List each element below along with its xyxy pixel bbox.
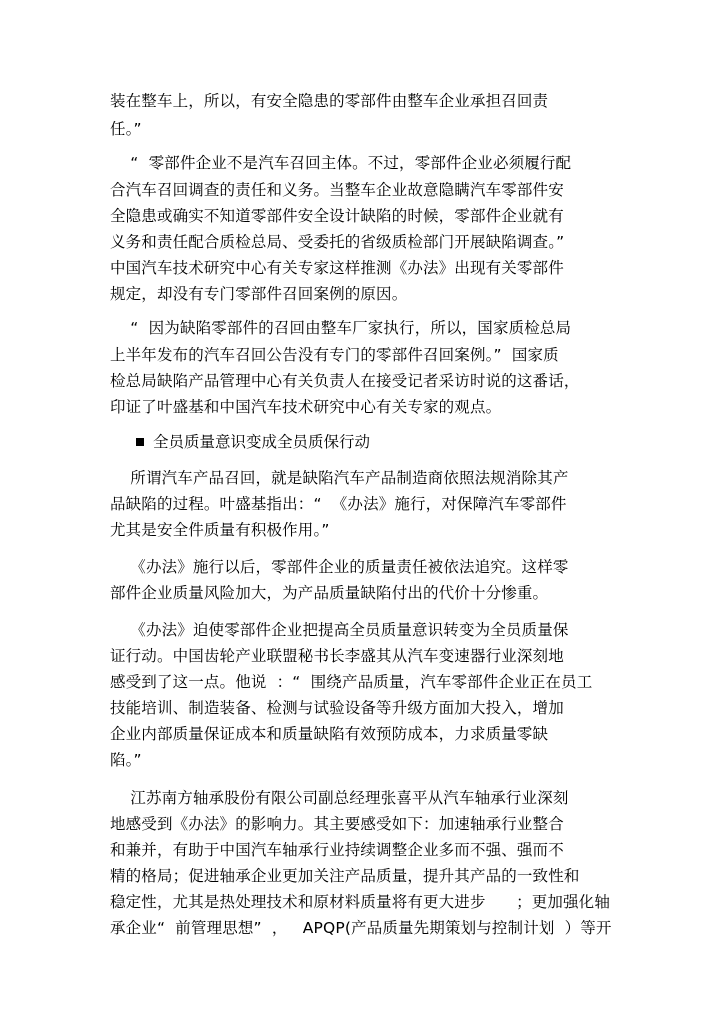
square-bullet-icon bbox=[136, 438, 144, 446]
text-line: 装在整车上，所以，有安全隐患的零部件由整车企业承担召回责 bbox=[110, 92, 549, 110]
text-line: 任。” bbox=[110, 120, 142, 138]
text-line: 检总局缺陷产品管理中心有关负责人在接受记者采访时说的这番话， bbox=[110, 372, 580, 390]
text-line: 中国汽车技术研究中心有关专家这样推测《办法》出现有关零部件 bbox=[110, 259, 564, 277]
text-line: “ 零部件企业不是汽车召回主体。不过，零部件企业必须履行配 bbox=[110, 154, 572, 172]
text-line: 和兼并，有助于中国汽车轴承行业持续调整企业多而不强、强而不 bbox=[110, 841, 564, 859]
text-line: “ 因为缺陷零部件的召回由整车厂家执行，所以，国家质检总局 bbox=[110, 319, 572, 337]
text-line: 《办法》迫使零部件企业把提高全员质量意识转变为全员质量保 bbox=[110, 621, 569, 639]
text-line: 稳定性，尤其是热处理技术和原材料质量将有更大进步 ；更加强化轴 bbox=[110, 893, 610, 911]
text-line: 承企业“ 前管理思想” ， APQP(产品质量先期策划与控制计划 ）等开 bbox=[110, 919, 612, 937]
text-line: 陷。” bbox=[110, 751, 142, 769]
text-line: 企业内部质量保证成本和质量缺陷有效预防成本，力求质量零缺 bbox=[110, 725, 549, 743]
section-heading bbox=[136, 432, 370, 452]
text-line: 上半年发布的汽车召回公告没有专门的零部件召回案例。” 国家质 bbox=[110, 346, 559, 364]
text-line: 合汽车召回调查的责任和义务。当整车企业故意隐瞒汽车零部件安 bbox=[110, 181, 564, 199]
text-line: 印证了叶盛基和中国汽车技术研究中心有关专家的观点。 bbox=[110, 398, 502, 416]
text-line: 精的格局；促进轴承企业更加关注产品质量，提升其产品的一致性和 bbox=[110, 867, 580, 885]
text-line: 感受到了这一点。他说 ：“ 围绕产品质量，汽车零部件企业正在员工 bbox=[110, 673, 593, 691]
section-heading-text: 全员质量意识变成全员质保行动 bbox=[153, 433, 371, 451]
text-line: 全隐患或确实不知道零部件安全设计缺陷的时候，零部件企业就有 bbox=[110, 207, 564, 225]
text-line: 《办法》施行以后，零部件企业的质量责任被依法追究。这样零 bbox=[110, 558, 569, 576]
text-line: 品缺陷的过程。叶盛基指出：“ 《办法》施行，对保障汽车零部件 bbox=[110, 495, 567, 513]
text-line: 规定，却没有专门零部件召回案例的原因。 bbox=[110, 285, 408, 303]
text-line: 部件企业质量风险加大，为产品质量缺陷付出的代价十分惨重。 bbox=[110, 584, 549, 602]
text-line: 技能培训、制造装备、检测与试验设备等升级方面加大投入，增加 bbox=[110, 699, 564, 717]
text-line: 江苏南方轴承股份有限公司副总经理张喜平从汽车轴承行业深刻 bbox=[110, 789, 569, 807]
text-line: 地感受到《办法》的影响力。其主要感受如下：加速轴承行业整合 bbox=[110, 815, 564, 833]
text-line: 尤其是安全件质量有积极作用。” bbox=[110, 521, 330, 539]
text-line: 证行动。中国齿轮产业联盟秘书长李盛其从汽车变速器行业深刻地 bbox=[110, 647, 564, 665]
text-line: 所谓汽车产品召回，就是缺陷汽车产品制造商依照法规消除其产 bbox=[110, 469, 569, 487]
text-line: 义务和责任配合质检总局、受委托的省级质检部门开展缺陷调查。” bbox=[110, 233, 565, 251]
